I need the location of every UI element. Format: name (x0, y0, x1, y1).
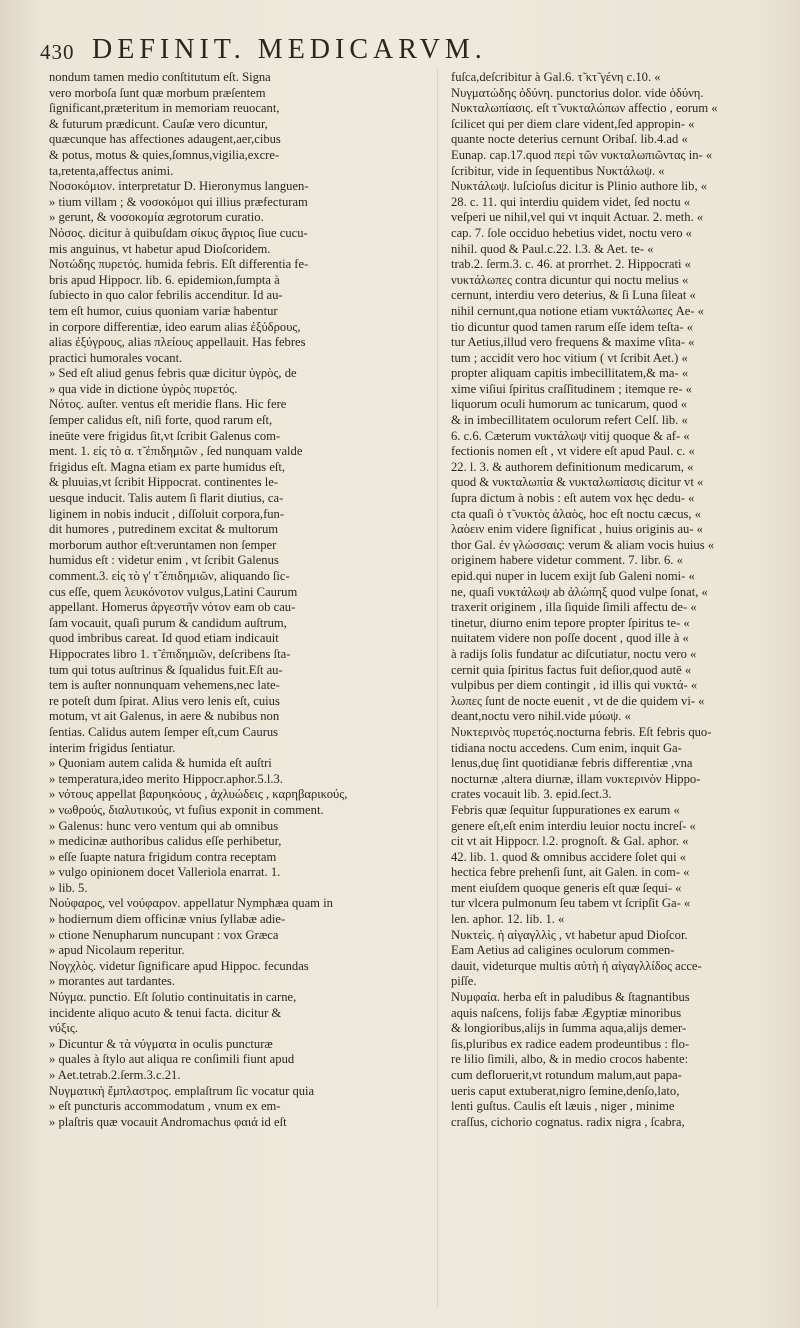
left-column-line: & pluuias,vt ſcribit Hippocrat. continentes le- (49, 475, 279, 490)
right-column-line: tio dicuntur quod tamen rarum eſſe idem teſta- « (451, 319, 694, 334)
left-column-line: » vulgo opinionem docet Valleriola enarrat. 1. (49, 865, 281, 880)
right-column-line: 6. c.6. Cæterum νυκτάλωψ vitij quoque & af- « (451, 428, 690, 443)
right-column-line: ſis,pluribus ex radice eadem prodeuntibus : flo- (451, 1036, 690, 1051)
right-column-line: re lilio ſimili, albo, & in medio crocos habente: (451, 1052, 689, 1067)
right-column-line: ſcribitur, vide in ſequentibus Νυκτάλωψ. « (451, 163, 665, 178)
left-column-line: » νωθρούς, διαλυτικούς, vt fuſius exponit in comment. (49, 802, 324, 817)
right-column-line: Febris quæ ſequitur ſuppurationes ex earum « (451, 802, 680, 817)
right-column-line: tum ; accidit vero hoc vitium ( vt ſcribit Aet.) « (451, 350, 688, 365)
left-column-line: » hodiernum diem officinæ vnius ſyllabæ adie- (49, 912, 286, 927)
right-column-line: thor Gal. ἐν γλώσσαις: verum & aliam vocis huius « (451, 537, 715, 552)
left-column-line: & futurum prædicunt. Cauſæ vero dicuntur, (49, 116, 268, 131)
right-column-line: λαὸειν enim videre ſignificat , huius originis au- « (451, 522, 703, 537)
right-column-line: quante nocte deterius cernunt Oribaſ. lib.4.ad « (451, 132, 688, 147)
right-column-line: len. aphor. 12. lib. 1. « (451, 912, 565, 927)
right-column-line: nihil. quod & Paul.c.22. l.3. & Aet. te- « (451, 241, 654, 256)
left-column-line: incidente aliquo acuto & tenui facta. dicitur & (49, 1005, 282, 1020)
left-column-line: ment. 1. εἰς τὸ α. τ̃ ἐπιδημιῶν , ſed nunquam valde (49, 444, 303, 459)
left-column-line: » Dicuntur & τὰ νύγματα in oculis puncturæ (49, 1036, 273, 1051)
right-column-line: & in imbecillitatem oculorum refert Celſ. lib. « (451, 413, 688, 428)
right-column-line: propter aliquam capitis imbecillitatem,& ma- « (451, 366, 689, 381)
left-column-line: » quales à ſtylo aut aliqua re conſimili fiunt apud (49, 1052, 295, 1067)
right-column-line: Νυκταλωπίασις. eſt τ̃ νυκταλώπων affectio , eorum « (451, 101, 718, 116)
right-column-line: tur vlcera pulmonum ſeu tabem vt ſcripſit Ga- « (451, 896, 691, 911)
right-column-line: Νυμφαία. herba eſt in paludibus & ſtagnantibus (451, 990, 690, 1005)
left-column-line: » eſt puncturis accommodatum , vnum ex em- (49, 1099, 281, 1114)
right-column-line: crates vocauit lib. 3. epid.ſect.3. (451, 787, 612, 802)
right-column-line: νυκτάλωπες contra dicuntur qui noctu melius « (451, 272, 689, 287)
right-column-line: trab.2. ſerm.3. c. 46. at prorrhet. 2. Hippocrati « (451, 257, 691, 272)
left-column-line: cus eſſe, quem λευκόνοτον vulgus,Latini Caurum (49, 584, 298, 599)
left-column-line: appellant. Homerus ἀργεστῆν νότον eam ob cau- (49, 600, 296, 615)
left-column-line: interim frigidus ſentiatur. (49, 740, 176, 755)
left-column-line: in corpore differentiæ, ideo earum alias ἐξύδρους, (49, 319, 301, 334)
left-column-line: Νύγμα. punctio. Eſt ſolutio continuitatis in carne, (49, 990, 297, 1005)
right-column-line: cap. 7. ſole occiduo hebetius videt, noctu vero « (451, 225, 692, 240)
right-column-line: nocturnæ ,altera diurnæ, illam νυκτερινὸν Hippo- (451, 771, 701, 786)
left-column-line: liginem in nobis inducit , diſſoluit corpora,fun- (49, 506, 285, 521)
left-column-line: bris apud Hippocr. lib. 6. epidemiωn,ſumpta à (49, 272, 280, 287)
left-column-line: νύξις. (49, 1021, 79, 1036)
left-column-line: » morantes aut tardantes. (49, 974, 175, 989)
right-column-line: Eunap. cap.17.quod περὶ τῶν νυκταλωπιῶντας in- « (451, 147, 713, 162)
left-column-line: quod imbribus careat. Id quod etiam indicauit (49, 631, 279, 646)
left-column-line: » Galenus: hunc vero ventum qui ab omnibus (49, 818, 279, 833)
right-column-line: hectica febre prehenſi ſunt, ait Galen. in com- « (451, 865, 690, 880)
left-column-line: tem is auſter nonnunquam vehemens,nec late- (49, 678, 280, 693)
left-column-line: & potus, motus & quies,ſomnus,vigilia,excre- (49, 147, 280, 162)
left-column-line: quæcunque has affectiones adaugent,aer,cibus (49, 132, 281, 147)
running-title: DEFINIT. MEDICARVM. (92, 34, 487, 65)
left-column-line: » lib. 5. (49, 880, 88, 895)
left-column-line: ſignificant,præteritum in memoriam reuocant, (49, 101, 280, 116)
right-column-line: deant,noctu vero nihil.vide μύωψ. « (451, 709, 631, 724)
left-column-line: » Sed eſt aliud genus febris quæ dicitur ὑγρὸς, de (49, 366, 297, 381)
right-column-line: piſſe. (451, 974, 477, 989)
right-column-line: cum defloruerit,vt rotundum malum,aut papa- (451, 1068, 682, 1082)
right-column-line: ment eiuſdem quoque generis eſt quæ ſequi- « (451, 880, 682, 895)
right-column-line: Νυγματώδης ὀδύνη. punctorius dolor. vide ὀδύνη. (451, 85, 704, 100)
right-column-line: dauit, videturque multis αὐτὴ ἡ αἰγαγλλίδος acce- (451, 958, 702, 973)
left-column-line: dit humores , putredinem excitat & multorum (49, 522, 279, 537)
left-column-line: » medicinæ authoribus calidus eſſe perhibetur, (49, 834, 282, 849)
right-column-line: ſupra dictum à nobis : eſt autem vox hęc dedu- « (451, 491, 695, 506)
right-column-line: quod & νυκταλωπία & νυκταλωπίασις dicitur vt « (451, 475, 704, 490)
left-column (49, 70, 399, 1130)
left-column-line: Νότος. auſter. ventus eſt meridie flans. Hic fere (49, 397, 287, 412)
page-header (0, 34, 800, 66)
right-column-line: cernunt, interdiu vero deterius, & ſi Luna ſileat « (451, 288, 696, 303)
left-column-line: practici humorales vocant. (49, 350, 183, 365)
right-column-line: craſſus, cichorio cognatus. radix nigra , ſcabra, (451, 1114, 685, 1129)
right-column (451, 70, 773, 1130)
right-column-line: tidiana noctu accedens. Cum enim, inquit Ga- (451, 740, 682, 755)
left-column-line: » temperatura,ideo merito Hippocr.aphor.5.l.3. (49, 771, 283, 786)
right-column-line: cernit quia ſpiritus factus fuit deſior,quod autē « (451, 662, 692, 677)
right-column-line: à radijs ſolis fundatur ac diſcutiatur, noctu vero « (451, 646, 697, 661)
left-column-line: Hippocrates libro 1. τ̃ ἐπιδημιῶν, deſcribens ſta- (49, 646, 291, 661)
left-column-line: » Aet.tetrab.2.ſerm.3.c.21. (49, 1068, 181, 1082)
left-column-line: Νούφαρος, vel νούφαρον. appellatur Nymphæa quam in (49, 896, 333, 911)
right-column-line: aquis naſcens, folijs fabæ Ægyptiæ minoribus (451, 1005, 682, 1020)
left-column-line: comment.3. εἰς τὸ γ' τ̃ ἐπιδημιῶν, aliquando ſic- (49, 569, 290, 583)
left-column-line: » ctione Nenupharum nuncupant : vox Græca (49, 927, 279, 942)
right-column-line: liquorum oculi humorum ac tunicarum, quod « (451, 397, 688, 412)
left-column-line: Νοτώδης πυρετός. humida febris. Eſt differentia fe- (49, 257, 309, 272)
left-column-line: tem eſt humor, cuius quoniam variæ habentur (49, 303, 278, 318)
right-column-line: cit vt ait Hippocr. l.2. prognoſt. & Gal. aphor. « (451, 834, 689, 849)
right-column-line: lenti guſtus. Caulis eſt læuis , niger , minime (451, 1099, 675, 1114)
right-column-line: lenus,duę ſint quotidianæ febris differentiæ ,vna (451, 756, 693, 771)
right-column-line: 22. l. 3. & authorem definitionum medicarum, « (451, 459, 694, 474)
left-column-line: ſentias. Calidus autem ſemper eſt,cum Caurus (49, 724, 279, 739)
right-column-line: epid.qui nuper in lucem exijt ſub Galeni nomi- « (451, 569, 695, 583)
right-column-line: 42. lib. 1. quod & omnibus accidere ſolet qui « (451, 849, 687, 864)
page-number: 430 (40, 40, 75, 64)
left-column-line: ſam vocauit, quaſi purum & candidum auſtrum, (49, 615, 287, 630)
left-column-line: humidus eſt : videtur enim , vt ſcribit Galenus (49, 553, 279, 568)
left-column-line: Νυγματικὴ ἔμπλαστρος. emplaſtrum ſic vocatur quia (49, 1083, 315, 1098)
left-column-line: » plaſtris quæ vocauit Andromachus φαιά id eſt (49, 1114, 287, 1129)
column-gutter (437, 68, 438, 1308)
right-column-line: nuitatem videre non poſſe docent , quod ille à « (451, 631, 689, 646)
right-column-line: fuſca,deſcribitur à Gal.6. τ̃ κτ̃ γένη c.10. « (451, 70, 661, 84)
left-column-line: re poteſt dum ſpirat. Alius vero lenis eſt, cuius (49, 693, 280, 708)
right-column-line: xime viſiui ſpiritus craſſitudinem ; itemque re- « (451, 381, 692, 396)
left-column-line: ta,retenta,affectus animi. (49, 163, 174, 178)
left-column-line: morborum author eſt:veruntamen non ſemper (49, 537, 277, 552)
right-column-line: tinetur, diurno enim tepore propter ſpiritus te- « (451, 615, 690, 630)
right-column-line: ueris caput extuberat,nigro ſemine,denſo,lato, (451, 1083, 680, 1098)
left-column-line: vero morboſa ſunt quæ morbum præſentem (49, 85, 266, 100)
left-column-line: frigidus eſt. Magna etiam ex parte humidus eſt, (49, 459, 286, 474)
left-column-line: alias ἐξύγρους, alias πλείους appellauit. Has febres (49, 335, 306, 350)
right-column-line: ne, quaſi νυκτάλωψ ab ἀλώπηξ quod vulpe ſonat, « (451, 584, 708, 599)
left-column-line: Νοσοκόμιον. interpretatur D. Hieronymus languen- (49, 179, 309, 194)
left-column-line: ineūte vere frigidus ſit,vt ſcribit Galenus com- (49, 428, 281, 443)
right-column-line: genere eſt,eſt enim interdiu leuior noctu increſ- « (451, 818, 696, 833)
left-column-line: uesque inducit. Talis autem ſi flarit diutius, ca- (49, 491, 284, 506)
right-column-line: ſcilicet qui per diem clare vident,ſed appropin- « (451, 116, 695, 131)
left-column-line: Νογχλὸς. videtur ſignificare apud Hippoc. fecundas (49, 958, 309, 973)
right-column-line: λωπες ſunt de nocte euenit , vt de die quidem vi- « (451, 693, 705, 708)
right-column-line: originem habere videtur comment. 7. libr. 6. « (451, 553, 683, 568)
left-column-line: » qua vide in dictione ὑγρὸς πυρετός. (49, 381, 238, 396)
left-column-line: motum, vt ait Galenus, in aere & nubibus non (49, 709, 280, 724)
right-column-line: vulpibus per diem contingit , id illis qui νυκτά- « (451, 678, 698, 693)
right-column-line: Eam Aetius ad caligines oculorum commen- (451, 943, 675, 958)
right-column-line: & longioribus,alijs in ſumma aqua,alijs demer- (451, 1021, 687, 1036)
left-column-line: » apud Nicolaum reperitur. (49, 943, 185, 958)
left-column-line: » eſſe ſuapte natura frigidum contra receptam (49, 849, 277, 864)
left-column-line: nondum tamen medio conſtitutum eſt. Signa (49, 70, 271, 84)
right-column-line: 28. c. 11. qui interdiu quidem videt, ſed noctu « (451, 194, 691, 209)
right-column-line: cta quaſi ὁ τ̃ νυκτὸς ἀλαὸς, hoc eſt noctu cæcus, « (451, 506, 702, 521)
left-column-line: » tium villam ; & νοσοκόμοι qui illius præfecturam (49, 194, 308, 209)
right-column-line: veſperi ue nihil,vel qui vt inquit Actuar. 2. meth. « (451, 210, 704, 225)
right-column-line: traxerit originem , illa ſiquide ſimili affectu de- « (451, 600, 697, 615)
right-column-line: fectionis nomen eſt , vt videre eſt apud Paul. c. « (451, 444, 695, 459)
left-column-line: » νότους appellat βαρυηκόους , ἀχλυώδεις , καρηβαρικούς, (49, 787, 348, 802)
right-column-line: Νυκτερινὸς πυρετός.nocturna febris. Eſt febris quo- (451, 724, 712, 739)
left-column-line: mis anguinus, vt habetur apud Dioſcoridem. (49, 241, 271, 256)
left-column-line: ſubiecto in quo calor febrilis accenditur. Id au- (49, 288, 283, 303)
left-column-line: Νόσος. dicitur à quibuſdam σίκυς ἄγριος ſiue cucu- (49, 225, 308, 240)
left-column-line: » gerunt, & νοσοκομία ægrotorum curatio. (49, 210, 264, 225)
right-column-line: tur Aetius,illud vero frequens & maxime vſita- « (451, 335, 695, 350)
left-column-line: » Quoniam autem calida & humida eſt auſtri (49, 756, 272, 771)
right-column-line: Νυκτεὶς. ἡ αἰγαγλλὶς , vt habetur apud Dioſcor. (451, 927, 688, 942)
left-column-line: ſemper calidus eſt, niſi forte, quod rarum eſt, (49, 413, 273, 428)
right-column-line: nihil cernunt,qua notione etiam νυκτάλωπες Ae- « (451, 303, 704, 318)
left-column-line: tum qui totus auſtrinus & ſqualidus fuit.Eſt au- (49, 662, 283, 677)
right-column-line: Νυκτάλωψ. luſcioſus dicitur is Plinio authore lib, « (451, 179, 708, 194)
